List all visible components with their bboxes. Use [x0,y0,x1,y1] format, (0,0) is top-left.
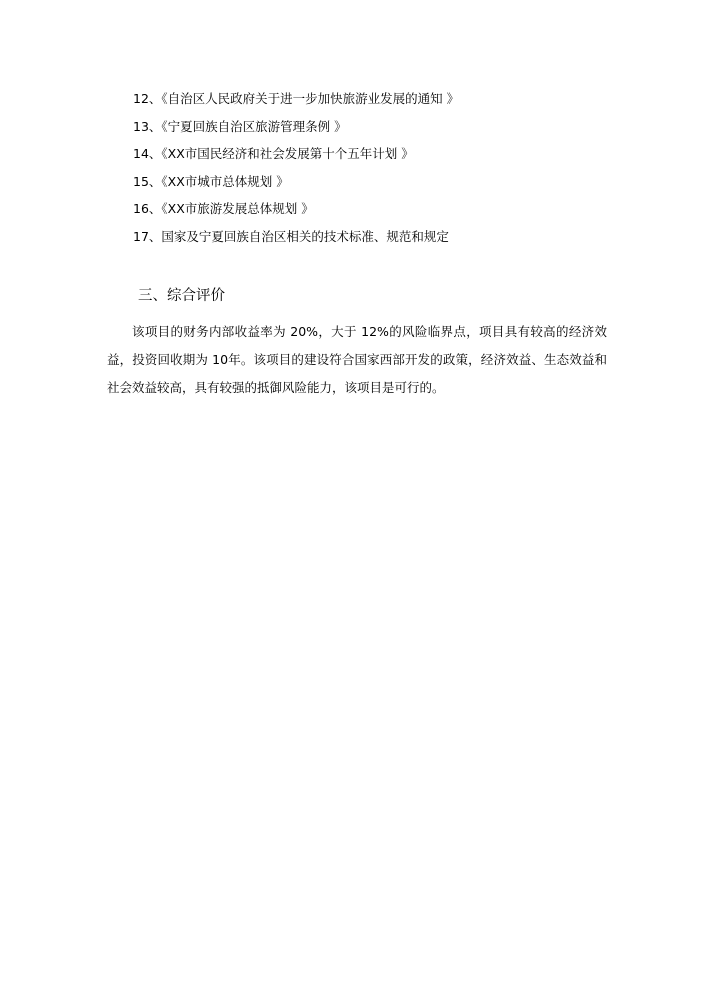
reference-item-17: 17、国家及宁夏回族自治区相关的技术标准、规范和规定 [133,228,449,244]
reference-item-12: 12、《自治区人民政府关于进一步加快旅游业发展的通知 》 [133,91,460,106]
section-heading: 三、综合评价 [138,288,225,304]
reference-item-13: 13、《宁夏回族自治区旅游管理条例 》 [133,118,347,134]
reference-item-15: 15、《XX市城市总体规划 》 [133,173,289,189]
evaluation-paragraph: 该项目的财务内部收益率为 20%，大于 12%的风险临界点，项目具有较高的经济效益，投资回收期为 10年。该项目的建设符合国家西部开发的政策，经济效益、生态效益和社会效益较高，具有较强的抵御风险能力，该项目是可行的。 [107,324,607,395]
reference-item-14: 14、《XX市国民经济和社会发展第十个五年计划 》 [133,146,414,161]
reference-item-16: 16、《XX市旅游发展总体规划 》 [133,201,314,216]
reference-list [133,88,633,253]
